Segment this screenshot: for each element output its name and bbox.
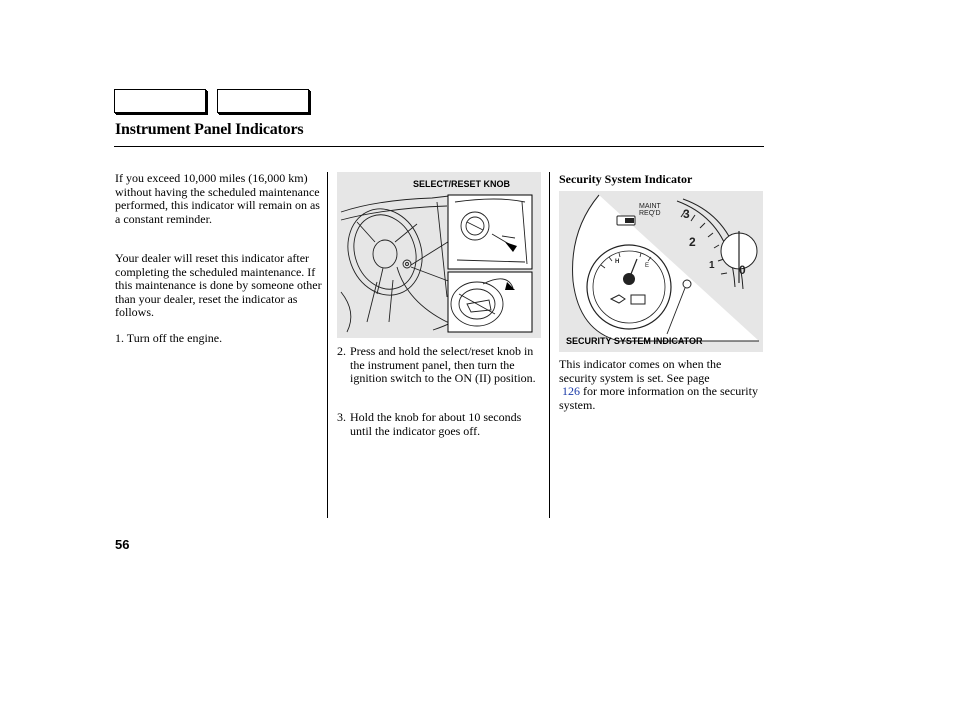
security-indicator-label: SECURITY SYSTEM INDICATOR (566, 336, 703, 346)
step-2-text: Press and hold the select/reset knob in the instrument panel, then turn the ignition switch to the ON (II) position. (350, 344, 536, 385)
dashboard-illustration (337, 172, 541, 338)
select-reset-knob-label: SELECT/RESET KNOB (413, 179, 511, 189)
fuel-e-label: E (645, 263, 650, 269)
column-divider-1 (327, 172, 328, 518)
tach-2-label: 2 (689, 235, 696, 249)
security-text-after: for more information on the security system. (559, 384, 758, 412)
step-2 (337, 345, 543, 386)
dealer-reset-paragraph: Your dealer will reset this indicator after completing the scheduled maintenance. If this maintenance is done by someone other than your dealer, reset the indicator as follows. (115, 251, 322, 319)
maintenance-reminder-paragraph: If you exceed 10,000 miles (16,000 km) without having the scheduled maintenance performed, this indicator will remain on as a constant reminder. (115, 171, 320, 226)
step-3-text: Hold the knob for about 10 seconds until the indicator goes off. (350, 410, 522, 438)
column-divider-2 (549, 172, 550, 518)
page-126-link[interactable]: 126 (562, 384, 580, 398)
nav-button-previous[interactable] (114, 89, 206, 113)
select-reset-knob-figure (337, 172, 541, 338)
step-1-text: 1. Turn off the engine. (115, 331, 223, 345)
security-indicator-paragraph (559, 358, 759, 412)
page-number: 56 (115, 537, 130, 552)
page-title: Instrument Panel Indicators (115, 121, 304, 138)
step-2-number: 2. (337, 344, 346, 358)
step-3 (337, 411, 543, 438)
title-rule (114, 146, 764, 147)
temp-h-label: H (615, 259, 620, 265)
gauge-cluster-illustration (559, 191, 763, 352)
tach-0-label: 0 (739, 263, 746, 277)
nav-button-next[interactable] (217, 89, 309, 113)
step-3-number: 3. (337, 410, 346, 424)
tach-1-label: 1 (709, 260, 715, 271)
reqd-label: REQ'D (639, 210, 661, 217)
maint-label: MAINT (639, 203, 661, 210)
security-system-heading: Security System Indicator (559, 172, 693, 186)
tach-3-label: 3 (683, 207, 690, 221)
security-text-before: This indicator comes on when the security system is set. See page (559, 357, 722, 385)
security-indicator-figure (559, 191, 763, 352)
